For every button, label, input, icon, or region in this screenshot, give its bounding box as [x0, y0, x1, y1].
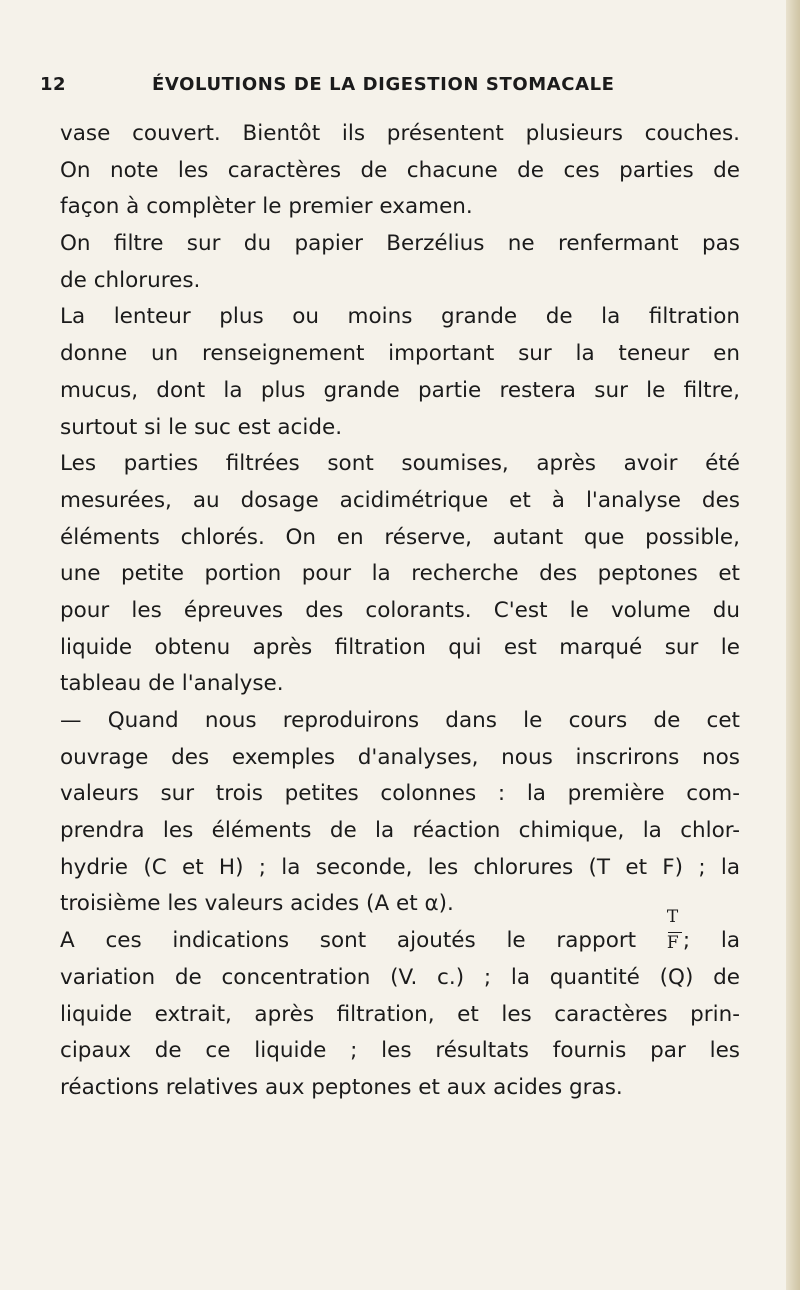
text-line: surtout si le suc est acide.	[60, 414, 343, 440]
text-line: cipaux de ce liquide ; les résultats fournis par les	[60, 1038, 740, 1064]
body-text	[60, 116, 740, 1107]
text-line: variation de concentration (V. c.) ; la quantité (Q) de	[60, 964, 740, 990]
text-line: troisième les valeurs acides (A et α).	[60, 891, 454, 917]
text-line: prendra les éléments de la réaction chimique, la chlor-	[60, 818, 740, 844]
text-line: mesurées, au dosage acidimétrique et à l'analyse des	[60, 487, 740, 513]
text-line: mucus, dont la plus grande partie restera sur le filtre,	[60, 377, 740, 403]
text-line: ouvrage des exemples d'analyses, nous inscrirons nos	[60, 744, 740, 770]
text-line: On note les caractères de chacune de ces parties de	[60, 157, 740, 183]
ratio-line	[60, 907, 741, 960]
text-line: éléments chlorés. On en réserve, autant que possible,	[60, 524, 740, 550]
text-line: réactions relatives aux peptones et aux acides gras.	[60, 1074, 623, 1100]
ratio-fraction	[666, 907, 683, 954]
text-line: façon à complèter le premier examen.	[60, 194, 473, 220]
text-line: liquide extrait, après filtration, et les caractères prin-	[60, 1001, 740, 1027]
ratio-denominator: F	[666, 933, 679, 954]
running-head	[40, 74, 760, 100]
running-title: ÉVOLUTIONS DE LA DIGESTION STOMACALE	[152, 74, 615, 95]
text-line: On filtre sur du papier Berzélius ne renfermant pas	[60, 231, 740, 257]
text-line: pour les épreuves des colorants. C'est le volume du	[60, 597, 740, 623]
page-edge	[786, 0, 800, 1290]
ratio-text-after: ; la	[682, 928, 741, 954]
text-line: hydrie (C et H) ; la seconde, les chlorures (T et F) ; la	[60, 854, 740, 880]
ratio-numerator: T	[666, 907, 679, 928]
text-line: La lenteur plus ou moins grande de la filtration	[60, 304, 740, 330]
text-line: vase couvert. Bientôt ils présentent plusieurs couches.	[60, 121, 740, 146]
text-line: valeurs sur trois petites colonnes : la première com-	[60, 781, 740, 807]
text-line: Les parties filtrées sont soumises, après avoir été	[60, 451, 740, 477]
text-line: liquide obtenu après filtration qui est marqué sur le	[60, 634, 740, 660]
text-line: une petite portion pour la recherche des peptones et	[60, 561, 740, 587]
text-line: — Quand nous reproduirons dans le cours de cet	[60, 708, 740, 733]
page-number: 12	[40, 74, 67, 95]
ratio-text-before: A ces indications sont ajoutés le rapport	[60, 928, 637, 954]
text-line: donne un renseignement important sur la teneur en	[60, 341, 740, 367]
text-line: de chlorures.	[60, 267, 201, 293]
text-line: tableau de l'analyse.	[60, 671, 284, 697]
